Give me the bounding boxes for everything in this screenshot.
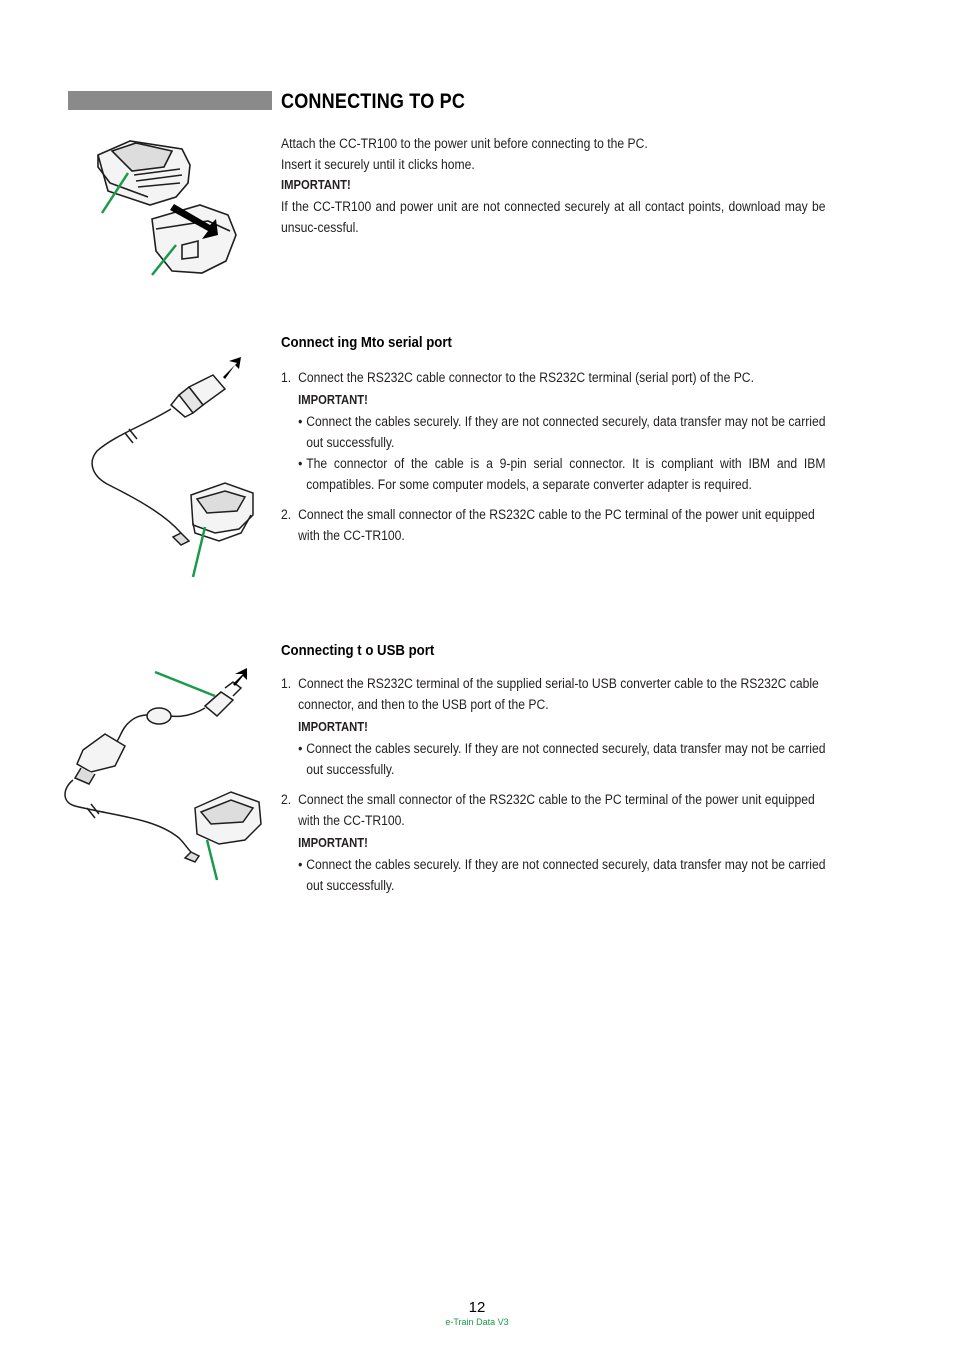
bullet-item: [281, 411, 826, 453]
important-label: IMPORTANT!: [281, 178, 351, 192]
pointer-line: [207, 840, 217, 880]
serial-steps: [281, 367, 826, 546]
step-item: [281, 673, 826, 715]
bullet-mark: •: [298, 414, 303, 429]
step-text: Connect the small connector of the RS232C cable to the PC terminal of the power unit equipped with the CC-TR100.: [298, 507, 815, 543]
bullet-text: Connect the cables securely. If they are not connected securely, data transfer may not be carried out successfully.: [306, 741, 826, 777]
important-label: IMPORTANT!: [298, 393, 368, 407]
arrow-icon: [233, 668, 247, 686]
step-number: 2.: [281, 507, 292, 522]
title-bar: [68, 91, 272, 110]
step-text: Connect the RS232C terminal of the supplied serial-to USB converter cable to the RS232C cable connector, and then to the USB port of the PC.: [298, 676, 819, 712]
bullet-text: Connect the cables securely. If they are not connected securely, data transfer may not be carried out successfully.: [306, 414, 826, 450]
intro-block: [281, 133, 826, 238]
intro-warning: If the CC-TR100 and power unit are not connected securely at all contact points, download may be unsuc-cessful.: [281, 199, 826, 235]
bullet-mark: •: [298, 741, 303, 756]
step-item: [281, 367, 826, 388]
footer-doc-name: e-Train Data V3: [445, 1317, 509, 1327]
usb-heading: Connecting t o USB port: [281, 642, 435, 659]
page-number: 12: [468, 1299, 486, 1316]
important-label: IMPORTANT!: [298, 720, 368, 734]
bullet-mark: •: [298, 857, 303, 872]
intro-line: Attach the CC-TR100 to the power unit before connecting to the PC.: [281, 136, 648, 151]
bullet-text: The connector of the cable is a 9-pin serial connector. It is compliant with IBM and IBM compatibles. For some computer models, a separate converter adapter is required.: [306, 456, 826, 492]
bullet-item: [281, 453, 826, 495]
step-item: [281, 504, 826, 546]
usb-steps: [281, 673, 826, 896]
page-title: CONNECTING TO PC: [281, 90, 466, 113]
bullet-text: Connect the cables securely. If they are not connected securely, data transfer may not be carried out successfully.: [306, 857, 826, 893]
step-number: 1.: [281, 676, 292, 691]
step-item: [281, 789, 826, 831]
bullet-mark: •: [298, 456, 303, 471]
arrow-icon: [223, 357, 241, 379]
step-text: Connect the RS232C cable connector to the RS232C terminal (serial port) of the PC.: [298, 370, 754, 385]
usb-cable-illustration: [55, 668, 270, 883]
bullet-item: [281, 854, 826, 896]
bullet-item: [281, 738, 826, 780]
pointer-line: [155, 672, 215, 696]
important-label: IMPORTANT!: [298, 836, 368, 850]
serial-cable-illustration: [85, 355, 265, 580]
serial-heading: Connect ing Mto serial port: [281, 334, 452, 351]
step-number: 2.: [281, 792, 292, 807]
device-attach-illustration: [90, 135, 250, 280]
step-number: 1.: [281, 370, 292, 385]
intro-line: Insert it securely until it clicks home.: [281, 157, 475, 172]
step-text: Connect the small connector of the RS232C cable to the PC terminal of the power unit equipped with the CC-TR100.: [298, 792, 815, 828]
